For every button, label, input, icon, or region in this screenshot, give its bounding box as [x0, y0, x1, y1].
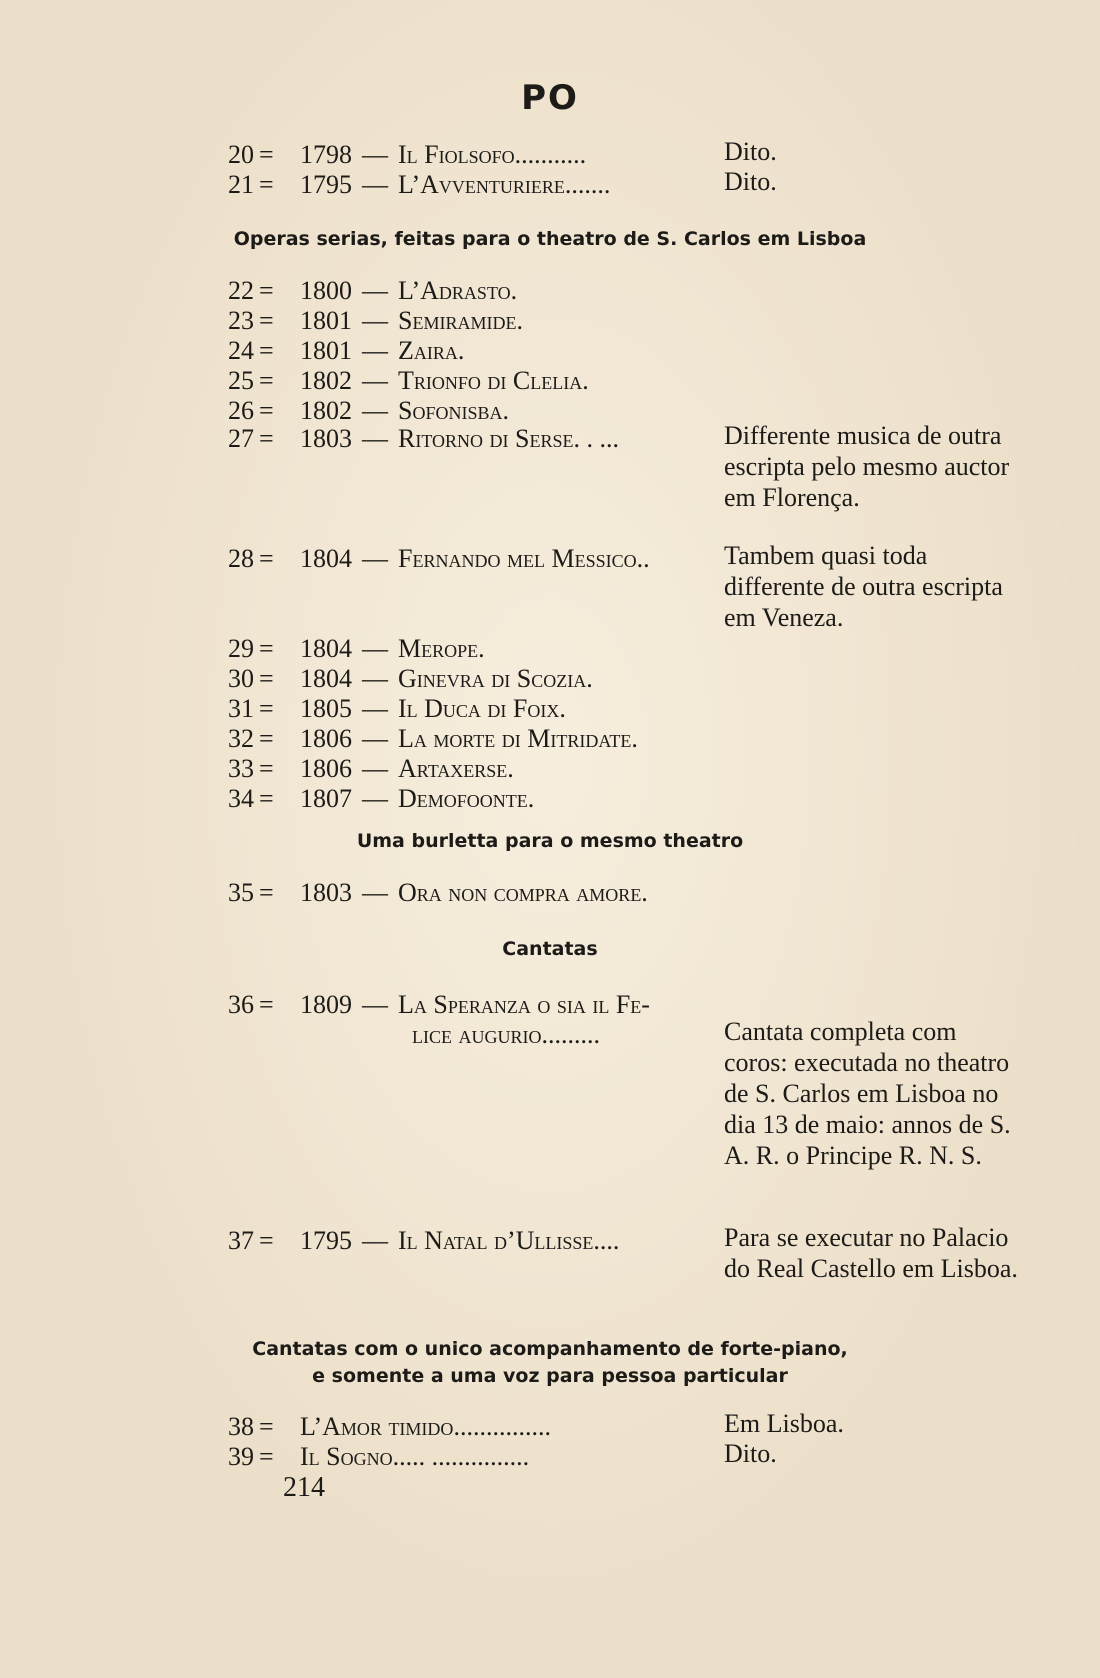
entry-note: Dito. — [724, 167, 777, 196]
entry-note: Para se executar no Palacio do Real Castello em Lisboa. — [724, 1223, 1018, 1283]
dash: — — [362, 170, 388, 199]
entry-year: 1801 — [300, 336, 352, 365]
dash: — — [362, 424, 388, 453]
entry-year: 1804 — [300, 634, 352, 663]
entry-title — [398, 754, 514, 784]
section-cantatas-piano-2: e somente a uma voz para pessoa particular — [312, 1365, 788, 1387]
entry-leader-dots: ........... — [514, 140, 587, 169]
entry-number: 36 — [228, 990, 254, 1019]
entry-title-text: Il Sogno — [300, 1442, 393, 1471]
equals-sign: = — [259, 990, 274, 1019]
entry-number: 32 — [228, 724, 254, 753]
entry-number: 22 — [228, 276, 254, 305]
entry-title — [398, 544, 650, 574]
equals-sign: = — [259, 170, 274, 199]
entry-number: 21 — [228, 170, 254, 199]
entry-title — [398, 140, 586, 170]
equals-sign: = — [259, 664, 274, 693]
entry-title — [398, 784, 534, 814]
entry-number: 25 — [228, 366, 254, 395]
entry-leader-dots: ............... — [453, 1412, 551, 1441]
dash: — — [362, 366, 388, 395]
equals-sign: = — [259, 336, 274, 365]
entry-year: 1795 — [300, 170, 352, 199]
entry-22 — [0, 276, 1100, 308]
equals-sign: = — [259, 1412, 274, 1441]
entry-number: 37 — [228, 1226, 254, 1255]
entry-number: 28 — [228, 544, 254, 573]
entry-33 — [0, 754, 1100, 786]
entry-title-text: La Speranza o sia il Fe- — [398, 990, 650, 1019]
entry-year: 1806 — [300, 754, 352, 783]
entry-23 — [0, 306, 1100, 338]
entry-note: Dito. — [724, 137, 777, 166]
entry-number: 35 — [228, 878, 254, 907]
entry-32 — [0, 724, 1100, 756]
dash: — — [362, 694, 388, 723]
entry-title-text: Il Fiolsofo — [398, 140, 515, 169]
equals-sign: = — [259, 424, 274, 453]
entry-number: 34 — [228, 784, 254, 813]
equals-sign: = — [259, 1226, 274, 1255]
entry-number: 30 — [228, 664, 254, 693]
entry-title — [398, 424, 619, 454]
section-operas-serias: Operas serias, feitas para o theatro de S. Carlos em Lisboa — [233, 228, 867, 250]
entry-title — [398, 694, 566, 724]
entry-year: 1801 — [300, 306, 352, 335]
entry-title-text: Ora non compra amore. — [398, 878, 648, 907]
entry-year: 1806 — [300, 724, 352, 753]
equals-sign: = — [259, 694, 274, 723]
entry-leader-dots: . . ... — [573, 424, 619, 453]
equals-sign: = — [259, 396, 274, 425]
dash: — — [362, 990, 388, 1019]
entry-note: Dito. — [724, 1439, 777, 1468]
equals-sign: = — [259, 724, 274, 753]
entry-leader-dots: ..... ............... — [392, 1442, 530, 1471]
equals-sign: = — [259, 634, 274, 663]
dash: — — [362, 878, 388, 907]
dash: — — [362, 634, 388, 663]
equals-sign: = — [259, 878, 274, 907]
entry-title — [398, 878, 648, 908]
entry-number: 26 — [228, 396, 254, 425]
entry-leader-dots: .... — [593, 1226, 620, 1255]
entry-year: 1795 — [300, 1226, 352, 1255]
entry-number: 31 — [228, 694, 254, 723]
entry-year: 1807 — [300, 784, 352, 813]
entry-number: 38 — [228, 1412, 254, 1441]
entry-title — [398, 990, 650, 1020]
entry-36-title-cont: lice augurio......... — [412, 1020, 600, 1049]
entry-note: Em Lisboa. — [724, 1409, 844, 1438]
entry-title-text: Il Duca di Foix. — [398, 694, 566, 723]
entry-title — [398, 306, 523, 336]
entry-34 — [0, 784, 1100, 816]
equals-sign: = — [259, 784, 274, 813]
entry-year: 1803 — [300, 424, 352, 453]
entry-title-text: Fernando mel Messico — [398, 544, 637, 573]
entry-title — [398, 170, 610, 200]
entry-title-text: L’Avventuriere — [398, 170, 565, 199]
equals-sign: = — [259, 366, 274, 395]
section-cantatas: Cantatas — [502, 938, 598, 960]
entry-year: 1804 — [300, 544, 352, 573]
dash: — — [362, 396, 388, 425]
section-burletta: Uma burletta para o mesmo theatro — [356, 830, 744, 852]
dash: — — [362, 140, 388, 169]
entry-title — [398, 664, 593, 694]
dash: — — [362, 754, 388, 783]
entry-leader-dots: .. — [636, 544, 650, 573]
dash: — — [362, 724, 388, 753]
entry-year: 1800 — [300, 276, 352, 305]
entry-number: 33 — [228, 754, 254, 783]
entry-title-text: Zaira. — [398, 336, 465, 365]
page-number: 214 — [283, 1472, 325, 1503]
entry-24 — [0, 336, 1100, 368]
entry-number: 27 — [228, 424, 254, 453]
entry-title — [300, 1442, 529, 1472]
page-header: PO — [521, 78, 579, 118]
entry-year: 1809 — [300, 990, 352, 1019]
entry-number: 39 — [228, 1442, 254, 1471]
entry-year: 1802 — [300, 366, 352, 395]
equals-sign: = — [259, 1442, 274, 1471]
entry-number: 24 — [228, 336, 254, 365]
dash: — — [362, 276, 388, 305]
equals-sign: = — [259, 754, 274, 783]
equals-sign: = — [259, 276, 274, 305]
entry-title-text: Merope. — [398, 634, 485, 663]
dash: — — [362, 336, 388, 365]
dash: — — [362, 784, 388, 813]
entry-year: 1798 — [300, 140, 352, 169]
equals-sign: = — [259, 544, 274, 573]
entry-30 — [0, 664, 1100, 696]
entry-title-text: Sofonisba. — [398, 396, 509, 425]
entry-number: 23 — [228, 306, 254, 335]
entry-number: 29 — [228, 634, 254, 663]
entry-title — [398, 336, 464, 366]
entry-title-text: Trionfo di Clelia. — [398, 366, 589, 395]
entry-title-text: Artaxerse. — [398, 754, 514, 783]
entry-year: 1804 — [300, 664, 352, 693]
section-cantatas-piano-1: Cantatas com o unico acompanhamento de forte-piano, — [252, 1338, 848, 1360]
entry-title — [398, 276, 517, 306]
dash: — — [362, 1226, 388, 1255]
entry-title — [398, 396, 509, 426]
entry-title — [398, 366, 589, 396]
entry-title-text: Il Natal d’Ullisse — [398, 1226, 594, 1255]
dash: — — [362, 544, 388, 573]
entry-note: Differente musica de outra escripta pelo mesmo auctor em Florença. — [724, 421, 1010, 512]
entry-note: Tambem quasi toda differente de outra escripta em Veneza. — [724, 541, 1003, 632]
dash: — — [362, 664, 388, 693]
entry-leader-dots: ....... — [564, 170, 611, 199]
entry-year: 1805 — [300, 694, 352, 723]
entry-title-text: Ginevra di Scozia. — [398, 664, 593, 693]
entry-25 — [0, 366, 1100, 398]
entry-title-text: L’Adrasto. — [398, 276, 518, 305]
equals-sign: = — [259, 140, 274, 169]
entry-title-text: La morte di Mitridate. — [398, 724, 638, 753]
dash: — — [362, 306, 388, 335]
entry-29 — [0, 634, 1100, 666]
entry-31 — [0, 694, 1100, 726]
entry-year: 1802 — [300, 396, 352, 425]
entry-number: 20 — [228, 140, 254, 169]
entry-36-note: Cantata completa com coros: executada no theatro de S. Carlos em Lisboa no dia 13 de maio: annos de S. A. R. o Principe R. N. S. — [724, 1017, 1011, 1170]
equals-sign: = — [259, 306, 274, 335]
entry-title — [398, 724, 638, 754]
entry-year: 1803 — [300, 878, 352, 907]
entry-title — [300, 1412, 551, 1442]
entry-title-text: L’Amor timido — [300, 1412, 454, 1441]
entry-title-text: Semiramide. — [398, 306, 523, 335]
entry-title — [398, 634, 485, 664]
entry-title-text: Ritorno di Serse — [398, 424, 574, 453]
entry-35 — [0, 878, 1100, 910]
entry-title-text: Demofoonte. — [398, 784, 535, 813]
entry-title — [398, 1226, 619, 1256]
